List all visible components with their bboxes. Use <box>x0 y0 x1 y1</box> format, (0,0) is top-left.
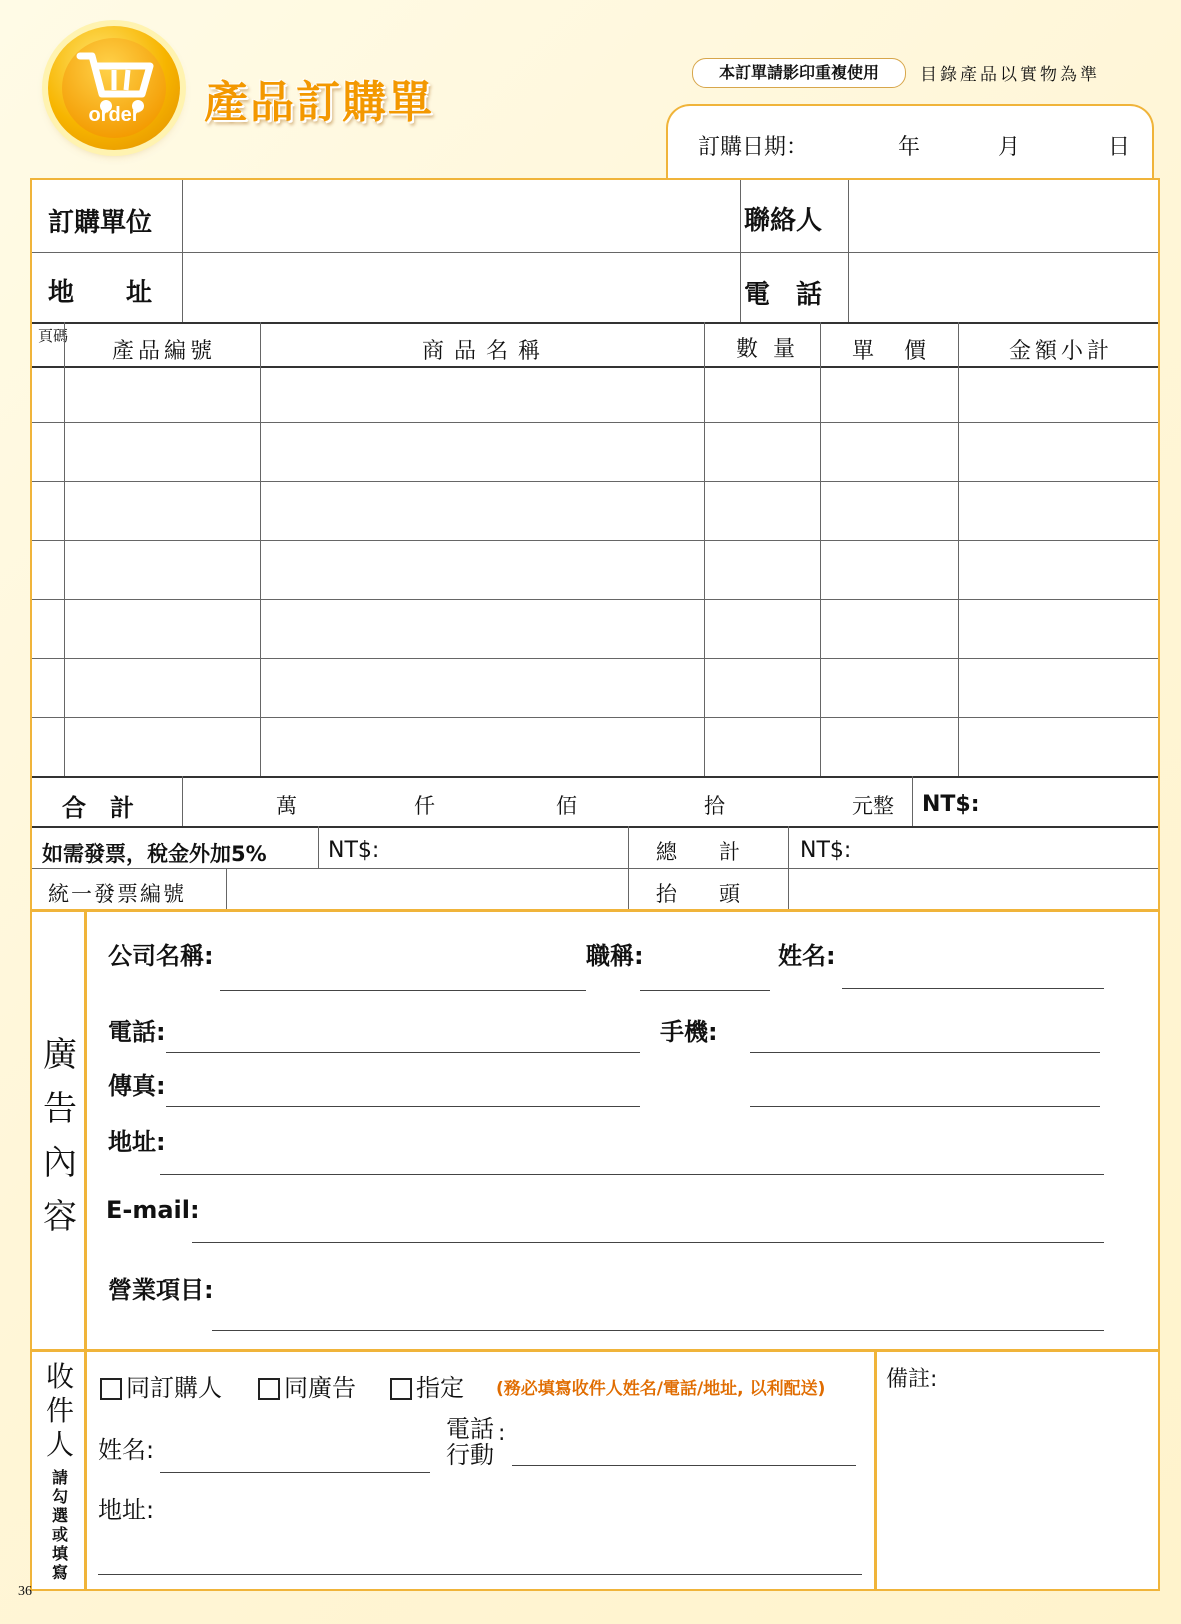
contact-label: 聯絡人 <box>744 206 823 236</box>
qian-unit: 仟 <box>414 794 435 818</box>
col-qty-header: 數 量 <box>736 337 799 362</box>
month-label: 月 <box>998 135 1021 160</box>
divider <box>912 776 913 826</box>
sub-char: 寫 <box>51 1563 68 1582</box>
divider <box>32 322 1158 324</box>
yuan-unit: 元整 <box>852 794 894 818</box>
table-row <box>32 658 1158 659</box>
table-row <box>32 599 1158 600</box>
divider <box>32 366 1158 368</box>
ad-address-label: 地址: <box>108 1128 166 1156</box>
divider <box>704 322 705 776</box>
divider <box>32 1349 1158 1352</box>
recipient-name-field[interactable] <box>160 1472 430 1473</box>
year-label: 年 <box>898 135 921 160</box>
sub-char: 或 <box>51 1525 68 1544</box>
day-label: 日 <box>1108 135 1131 160</box>
page-title: 產品訂購單 <box>204 77 434 128</box>
order-date-box <box>666 104 1154 180</box>
ad-address-field[interactable] <box>160 1174 1104 1175</box>
ad-label-char: 廣 <box>43 1035 77 1075</box>
recipient-address-field[interactable] <box>98 1574 862 1575</box>
recipient-phone-field[interactable] <box>512 1465 856 1466</box>
col-name-header: 商品名稱 <box>422 339 551 364</box>
divider <box>32 909 1158 912</box>
recipient-phone-label <box>446 1416 494 1468</box>
fax-label: 傳真: <box>108 1072 166 1100</box>
company-name-label: 公司名稱: <box>108 942 214 970</box>
sum-label: 合 計 <box>62 794 134 822</box>
fax-field[interactable] <box>166 1106 640 1107</box>
logo-text: order <box>88 104 140 126</box>
divider <box>32 252 1158 253</box>
same-as-ad-checkbox[interactable] <box>258 1378 280 1400</box>
divider <box>740 180 741 322</box>
order-logo <box>48 26 180 150</box>
divider <box>820 322 821 776</box>
total-nt-label: NT$: <box>800 838 852 863</box>
divider <box>32 826 1158 828</box>
mobile-field[interactable] <box>750 1052 1100 1053</box>
recipient-section-label <box>32 1360 88 1582</box>
divider <box>182 776 183 826</box>
wan-unit: 萬 <box>276 794 297 818</box>
recipient-label-char: 收 <box>45 1360 74 1393</box>
same-as-orderer-option[interactable] <box>100 1368 222 1403</box>
extra-field[interactable] <box>750 1106 1100 1107</box>
order-unit-label: 訂購單位 <box>48 208 153 238</box>
sub-char: 填 <box>51 1544 68 1563</box>
same-as-ad-label: 同廣告 <box>284 1374 356 1402</box>
invoice-heading-label: 抬 頭 <box>656 882 740 906</box>
ad-name-field[interactable] <box>842 988 1104 989</box>
mobile-label-line: 行動 <box>446 1441 494 1469</box>
remarks-label: 備註: <box>886 1367 938 1392</box>
email-label: E-mail: <box>106 1196 200 1224</box>
same-as-orderer-checkbox[interactable] <box>100 1378 122 1400</box>
total-label: 總 計 <box>656 840 740 864</box>
divider <box>32 868 1158 869</box>
ad-phone-label: 電話: <box>108 1018 166 1046</box>
sum-nt-label: NT$: <box>922 792 980 817</box>
tax-nt-label: NT$: <box>328 838 380 863</box>
ad-section-label <box>32 1028 88 1244</box>
catalog-note: 目錄產品以實物為準 <box>920 65 1100 85</box>
divider <box>182 180 183 322</box>
same-as-orderer-label: 同訂購人 <box>126 1374 222 1402</box>
col-code-header: 產品編號 <box>112 339 217 364</box>
divider <box>64 322 65 776</box>
table-row <box>32 540 1158 541</box>
divider <box>260 322 261 776</box>
specified-checkbox[interactable] <box>390 1378 412 1400</box>
specified-label: 指定 <box>416 1374 464 1402</box>
sub-char: 請 <box>51 1468 68 1487</box>
reuse-note-badge: 本訂單請影印重複使用 <box>692 58 906 88</box>
divider <box>226 868 227 910</box>
company-name-field[interactable] <box>220 990 586 991</box>
business-label: 營業項目: <box>108 1276 214 1304</box>
tax-id-label: 統一發票編號 <box>48 882 186 906</box>
col-subtotal-header: 金額小計 <box>1009 339 1114 364</box>
same-as-ad-option[interactable] <box>258 1368 356 1403</box>
bai-unit: 佰 <box>556 794 577 818</box>
phone-label: 電 話 <box>744 280 823 310</box>
email-field[interactable] <box>192 1242 1104 1243</box>
col-price-header: 單 價 <box>852 339 931 364</box>
divider <box>874 1349 877 1589</box>
divider <box>848 180 849 322</box>
ad-phone-field[interactable] <box>166 1052 640 1053</box>
position-label: 職稱: <box>586 942 644 970</box>
recipient-label-char: 人 <box>45 1428 74 1461</box>
business-field[interactable] <box>212 1330 1104 1331</box>
specified-option[interactable] <box>390 1368 464 1403</box>
recipient-label-char: 件 <box>45 1394 74 1427</box>
divider <box>958 322 959 776</box>
shi-unit: 拾 <box>704 794 725 818</box>
position-field[interactable] <box>640 990 770 991</box>
col-page-header: 頁碼 <box>38 327 69 345</box>
recipient-name-label: 姓名: <box>98 1436 155 1464</box>
page-number: 36 <box>18 1584 32 1599</box>
ad-label-char: 容 <box>43 1197 77 1237</box>
recipient-sub-label <box>32 1468 88 1582</box>
phone-label-line: 電話 <box>446 1415 494 1443</box>
divider <box>318 826 319 868</box>
sub-char: 勾 <box>51 1487 68 1506</box>
order-form <box>30 178 1160 1591</box>
mobile-label: 手機: <box>660 1018 718 1046</box>
colon-mark: : <box>498 1421 506 1446</box>
recipient-address-label: 地址: <box>98 1496 155 1524</box>
order-date-label: 訂購日期： <box>698 135 809 160</box>
table-row <box>32 717 1158 718</box>
delivery-warning: (務必填寫收件人姓名/電話/地址, 以利配送) <box>496 1379 826 1399</box>
address-label: 地 址 <box>48 278 153 308</box>
ad-label-char: 內 <box>43 1143 77 1183</box>
ad-name-label: 姓名: <box>778 942 836 970</box>
table-row <box>32 481 1158 482</box>
ad-label-char: 告 <box>43 1089 77 1129</box>
sub-char: 選 <box>51 1506 68 1525</box>
invoice-tax-label: 如需發票，稅金外加5% <box>42 842 267 866</box>
table-row <box>32 422 1158 423</box>
divider <box>32 776 1158 778</box>
